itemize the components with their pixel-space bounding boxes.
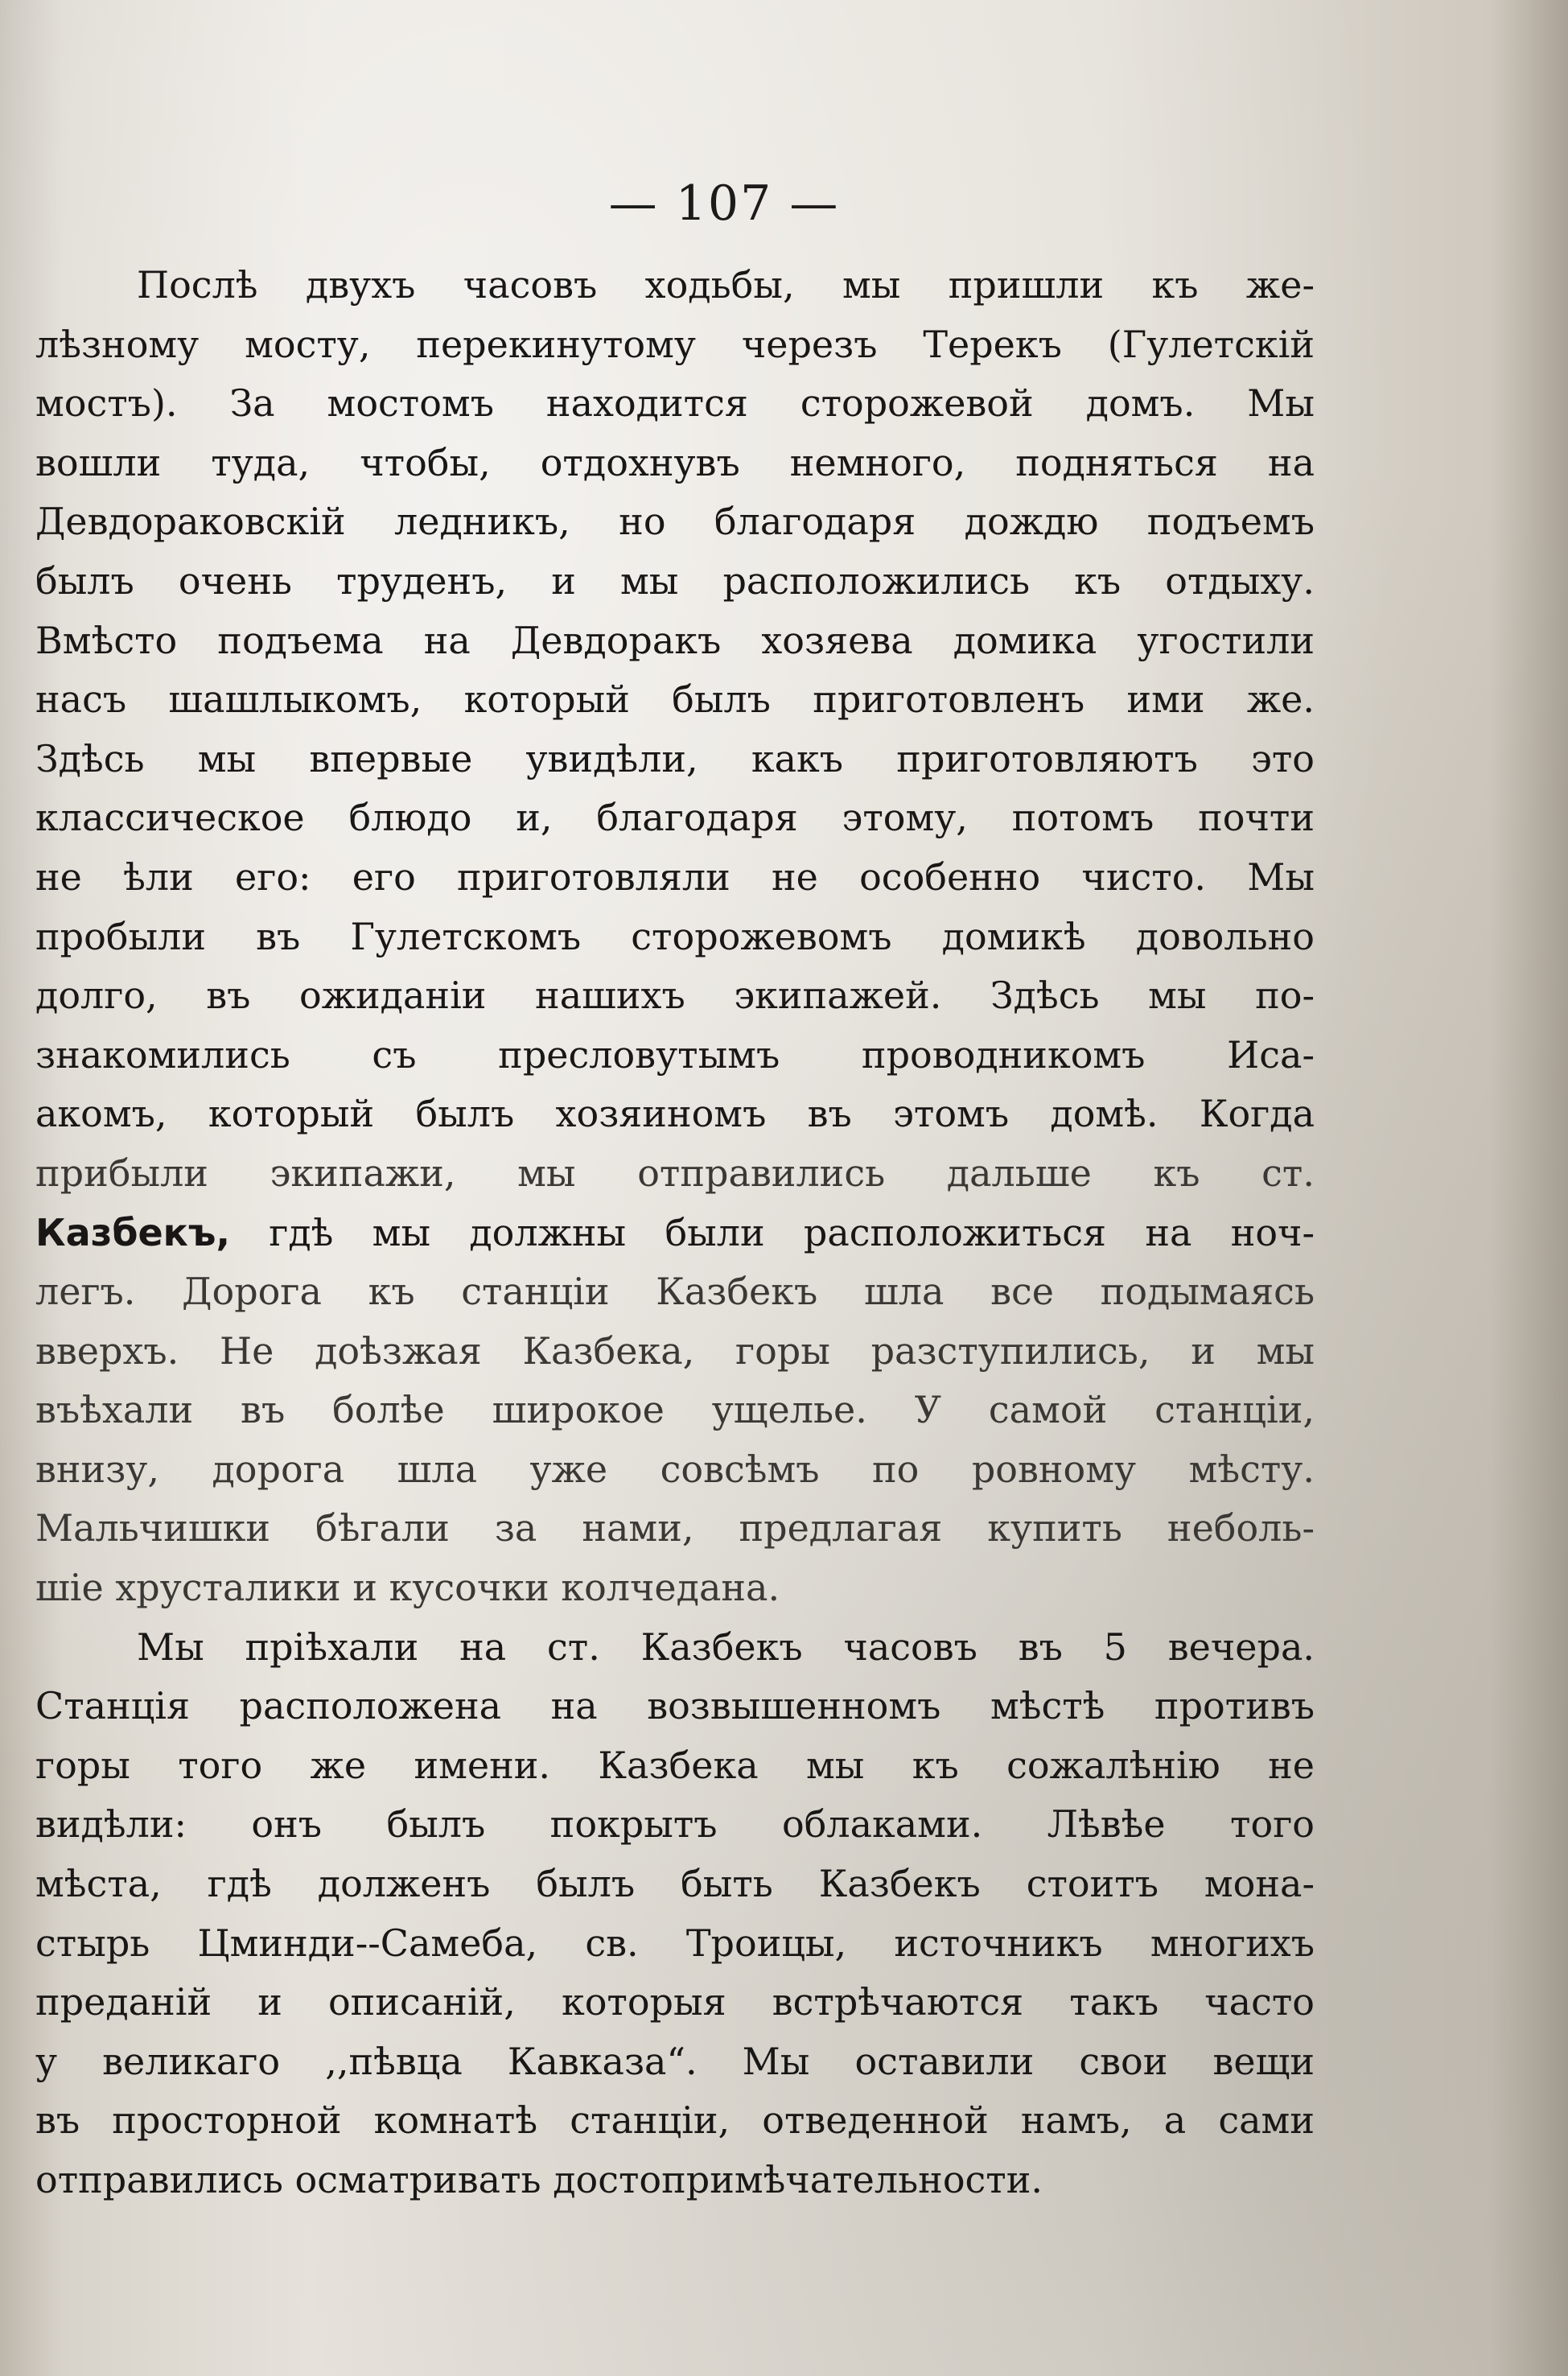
text-line: внизу, дорога шла уже совсѣмъ по ровному мѣсту. — [35, 1447, 1315, 1491]
text-line: видѣли: онъ былъ покрытъ облаками. Лѣвѣе того — [35, 1802, 1315, 1847]
text-line: шіе хрусталики и кусочки колчедана. — [35, 1566, 780, 1610]
text-line: Вмѣсто подъема на Девдоракъ хозяева домика угостили — [35, 618, 1315, 662]
text-line: Мы пріѣхали на ст. Казбекъ часовъ въ 5 вечера. — [137, 1624, 1315, 1669]
text-line: мѣста, гдѣ долженъ былъ быть Казбекъ стоитъ мона- — [35, 1862, 1315, 1906]
text-line: легъ. Дорога къ станціи Казбекъ шла все подымаясь — [35, 1270, 1315, 1314]
text-line-with-bold — [35, 1204, 1315, 1263]
text-line: былъ очень труденъ, и мы расположились къ отдыху. — [35, 558, 1315, 603]
text-line: у великаго ,,пѣвца Кавказа“. Мы оставили свои вещи — [35, 2039, 1315, 2083]
text-line: мостъ). За мостомъ находится сторожевой домъ. Мы — [35, 381, 1315, 426]
bold-place-name: Казбекъ, — [35, 1210, 230, 1254]
text-line: лѣзному мосту, перекинутому черезъ Терекъ (Гулетскій — [35, 322, 1315, 366]
text-line: отправились осматривать достопримѣчательности. — [35, 2158, 1043, 2201]
text-line: долго, въ ожиданіи нашихъ экипажей. Здѣсь мы по- — [35, 974, 1315, 1018]
text-line: стырь Цминди--Самеба, св. Троицы, источникъ многихъ — [35, 1921, 1315, 1965]
text-line: Мальчишки бѣгали за нами, предлагая купить неболь- — [35, 1506, 1315, 1550]
text-line: акомъ, который былъ хозяиномъ въ этомъ домѣ. Когда — [35, 1092, 1315, 1136]
text-line: горы того же имени. Казбека мы къ сожалѣнію не — [35, 1743, 1315, 1787]
text-line: Здѣсь мы впервые увидѣли, какъ приготовляютъ это — [35, 736, 1315, 780]
text-line: насъ шашлыкомъ, который былъ приготовленъ ими же. — [35, 677, 1315, 722]
text-line: прибыли экипажи, мы отправились дальше къ ст. — [35, 1151, 1315, 1195]
text-line: знакомились съ пресловутымъ проводникомъ Иса- — [35, 1032, 1315, 1077]
body-text — [35, 256, 1315, 2210]
text-line: Станція расположена на возвышенномъ мѣстѣ противъ — [35, 1684, 1315, 1728]
text-line: въѣхали въ болѣе широкое ущелье. У самой станціи, — [35, 1388, 1315, 1432]
text-line: вошли туда, чтобы, отдохнувъ немного, подняться на — [35, 440, 1315, 484]
text-line: Девдораковскій ледникъ, но благодаря дождю подъемъ — [35, 500, 1315, 544]
text-line: вверхъ. Не доѣзжая Казбека, горы разступились, и мы — [35, 1328, 1315, 1373]
text-line: преданій и описаній, которыя встрѣчаются такъ часто — [35, 1980, 1315, 2024]
text-line: не ѣли его: его приготовляли не особенно чисто. Мы — [35, 854, 1315, 899]
page-number: — 107 — — [608, 175, 840, 232]
text-line: Послѣ двухъ часовъ ходьбы, мы пришли къ же- — [137, 263, 1315, 307]
text-line: въ просторной комнатѣ станціи, отведенной намъ, а сами — [35, 2098, 1315, 2143]
text-line: классическое блюдо и, благодаря этому, потомъ почти — [35, 796, 1315, 840]
text-line-rest: гдѣ мы должны были расположиться на ноч- — [229, 1210, 1315, 1254]
text-line: пробыли въ Гулетскомъ сторожевомъ домикѣ довольно — [35, 914, 1315, 958]
